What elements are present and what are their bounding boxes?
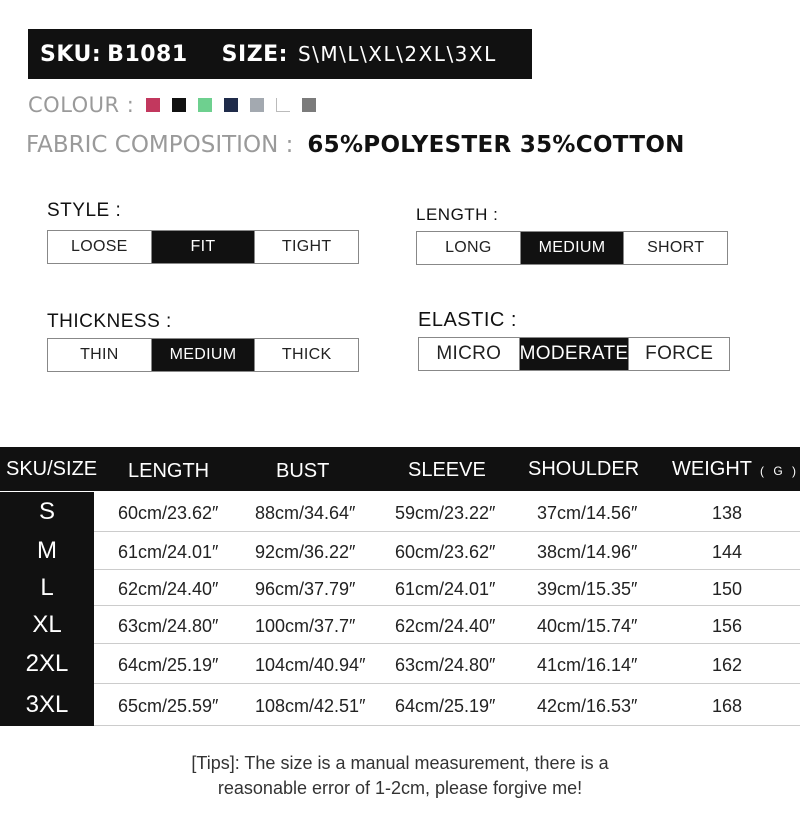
size-cell: 2XL (0, 644, 94, 684)
size-table (0, 447, 800, 718)
table-row (0, 684, 800, 726)
colour-swatch[interactable] (146, 98, 160, 112)
elastic-option-force[interactable]: FORCE (645, 343, 714, 364)
table-row (0, 570, 800, 606)
colour-row (28, 92, 328, 118)
header-sku-size: SKU/SIZE (6, 458, 98, 480)
shoulder-cell: 39cm/15.35″ (537, 579, 638, 599)
header-bust: BUST (276, 460, 330, 482)
thickness-option-medium[interactable]: MEDIUM (152, 339, 256, 371)
weight-cell: 168 (712, 696, 743, 716)
sleeve-cell: 63cm/24.80″ (395, 655, 496, 675)
size-label: SIZE: (221, 41, 288, 67)
bust-cell: 104cm/40.94″ (255, 655, 366, 675)
weight-cell: 144 (712, 542, 743, 562)
length-title: LENGTH : (416, 205, 499, 224)
sleeve-cell: 62cm/24.40″ (395, 616, 496, 636)
size-cell: M (0, 532, 94, 570)
length-cell: 64cm/25.19″ (118, 655, 219, 675)
bust-cell: 100cm/37.7″ (255, 616, 356, 636)
header-sleeve: SLEEVE (408, 459, 486, 481)
thickness-title: THICKNESS : (47, 311, 172, 332)
colour-swatch[interactable] (224, 98, 238, 112)
elastic-option-moderate[interactable]: MODERATE (520, 338, 630, 370)
sleeve-cell: 61cm/24.01″ (395, 579, 496, 599)
bust-cell: 88cm/34.64″ (255, 503, 356, 523)
weight-cell: 138 (712, 503, 743, 523)
length-cell: 62cm/24.40″ (118, 579, 219, 599)
length-option-short[interactable]: SHORT (647, 239, 705, 256)
bust-cell: 96cm/37.79″ (255, 579, 356, 599)
colour-swatch[interactable] (198, 98, 212, 112)
bust-cell: 108cm/42.51″ (255, 696, 366, 716)
header-weight: WEIGHT (672, 458, 752, 480)
sku-value: B1081 (107, 41, 188, 67)
colour-swatch[interactable] (250, 98, 264, 112)
length-option-medium[interactable]: MEDIUM (521, 232, 625, 264)
size-cell: S (0, 492, 94, 532)
table-row (0, 532, 800, 570)
sleeve-cell: 59cm/23.22″ (395, 503, 496, 523)
style-title: STYLE : (47, 200, 122, 221)
table-row (0, 606, 800, 644)
thickness-options (47, 338, 359, 372)
style-option-loose[interactable]: LOOSE (48, 231, 152, 263)
bust-cell: 92cm/36.22″ (255, 542, 356, 562)
colour-swatches (146, 98, 328, 112)
length-options (416, 231, 728, 265)
length-cell: 63cm/24.80″ (118, 616, 219, 636)
elastic-options (418, 337, 730, 371)
table-row (0, 492, 800, 532)
length-option-long[interactable]: LONG (417, 232, 521, 264)
style-options (47, 230, 359, 264)
table-row (0, 644, 800, 684)
size-table-header (0, 447, 800, 491)
style-option-fit[interactable]: FIT (152, 231, 256, 263)
tips-line-1: [Tips]: The size is a manual measurement, there is a (191, 753, 609, 773)
sku-size-banner (28, 29, 532, 79)
shoulder-cell: 40cm/15.74″ (537, 616, 638, 636)
size-cell: XL (0, 606, 94, 644)
header-weight-unit: ( G ) (760, 464, 799, 478)
sleeve-cell: 64cm/25.19″ (395, 696, 496, 716)
colour-swatch[interactable] (302, 98, 316, 112)
weight-cell: 150 (712, 579, 743, 599)
sku-label: SKU: (40, 41, 102, 67)
shoulder-cell: 37cm/14.56″ (537, 503, 638, 523)
colour-swatch[interactable] (172, 98, 186, 112)
fabric-value: 65%POLYESTER 35%COTTON (307, 132, 685, 158)
style-option-tight[interactable]: TIGHT (281, 238, 332, 255)
weight-cell: 156 (712, 616, 743, 636)
colour-swatch[interactable] (276, 98, 290, 112)
shoulder-cell: 41cm/16.14″ (537, 655, 638, 675)
length-cell: 65cm/25.59″ (118, 696, 219, 716)
size-cell: L (0, 570, 94, 606)
fabric-label: FABRIC COMPOSITION : (26, 132, 294, 158)
fabric-composition (26, 132, 685, 158)
header-shoulder: SHOULDER (528, 458, 640, 480)
header-length: LENGTH (128, 460, 210, 482)
elastic-option-micro[interactable]: MICRO (419, 338, 520, 370)
size-list: S\M\L\XL\2XL\3XL (297, 42, 497, 66)
colour-label: COLOUR : (28, 93, 135, 117)
length-cell: 60cm/23.62″ (118, 503, 219, 523)
shoulder-cell: 42cm/16.53″ (537, 696, 638, 716)
weight-cell: 162 (712, 655, 743, 675)
size-cell: 3XL (0, 684, 94, 726)
length-cell: 61cm/24.01″ (118, 542, 219, 562)
thickness-option-thick[interactable]: THICK (281, 346, 332, 363)
shoulder-cell: 38cm/14.96″ (537, 542, 638, 562)
thickness-option-thin[interactable]: THIN (48, 339, 152, 371)
tips-line-2: reasonable error of 1-2cm, please forgive me! (217, 778, 583, 798)
elastic-title: ELASTIC : (418, 309, 517, 331)
sleeve-cell: 60cm/23.62″ (395, 542, 496, 562)
